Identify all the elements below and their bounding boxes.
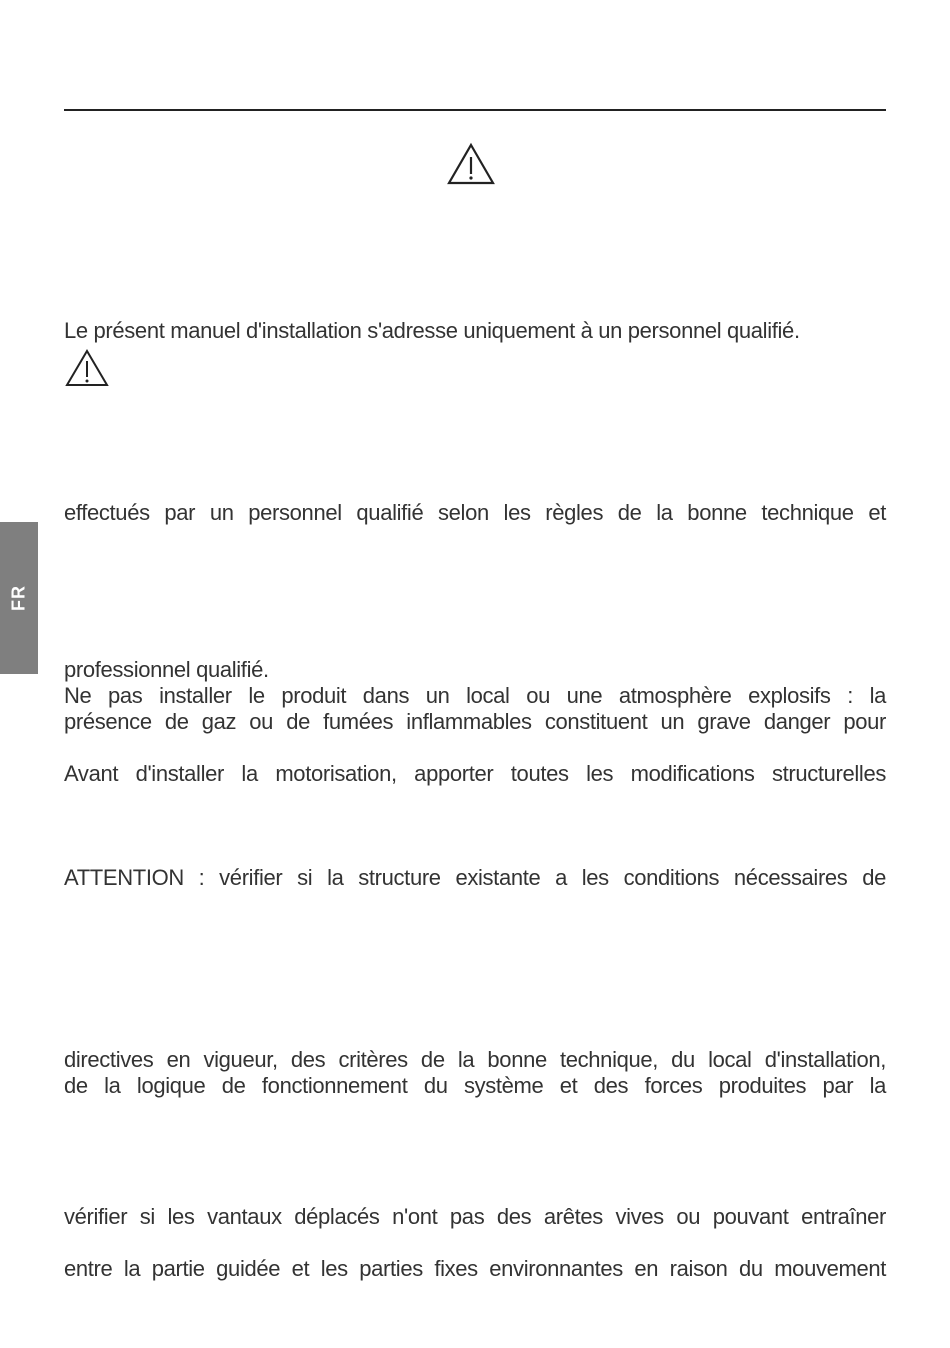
text-line: ATTENTION : vérifier si la structure existante a les conditions nécessaires de [64, 865, 886, 890]
text-line: directives en vigueur, des critères de la bonne technique, du local d'installation, [64, 1047, 886, 1072]
text-line: professionnel qualifié. [64, 657, 269, 682]
warning-triangle-icon [64, 348, 110, 388]
header-rule [64, 109, 886, 111]
text-line: effectués par un personnel qualifié selon les règles de la bonne technique et [64, 500, 886, 525]
text-line: entre la partie guidée et les parties fixes environnantes en raison du mouvement [64, 1256, 886, 1281]
text-line: vérifier si les vantaux déplacés n'ont pas des arêtes vives ou pouvant entraîner [64, 1204, 886, 1229]
language-tab [0, 522, 38, 674]
text-line: de la logique de fonctionnement du système et des forces produites par la [64, 1073, 886, 1098]
warning-triangle-icon [446, 142, 496, 186]
language-tab-label: FR [8, 585, 29, 611]
text-line: Le présent manuel d'installation s'adresse uniquement à un personnel qualifié. [64, 318, 800, 343]
text-line: présence de gaz ou de fumées inflammables constituent un grave danger pour [64, 709, 886, 734]
text-line: Ne pas installer le produit dans un local ou une atmosphère explosifs : la [64, 683, 886, 708]
text-line: Avant d'installer la motorisation, apporter toutes les modifications structurelles [64, 761, 886, 786]
